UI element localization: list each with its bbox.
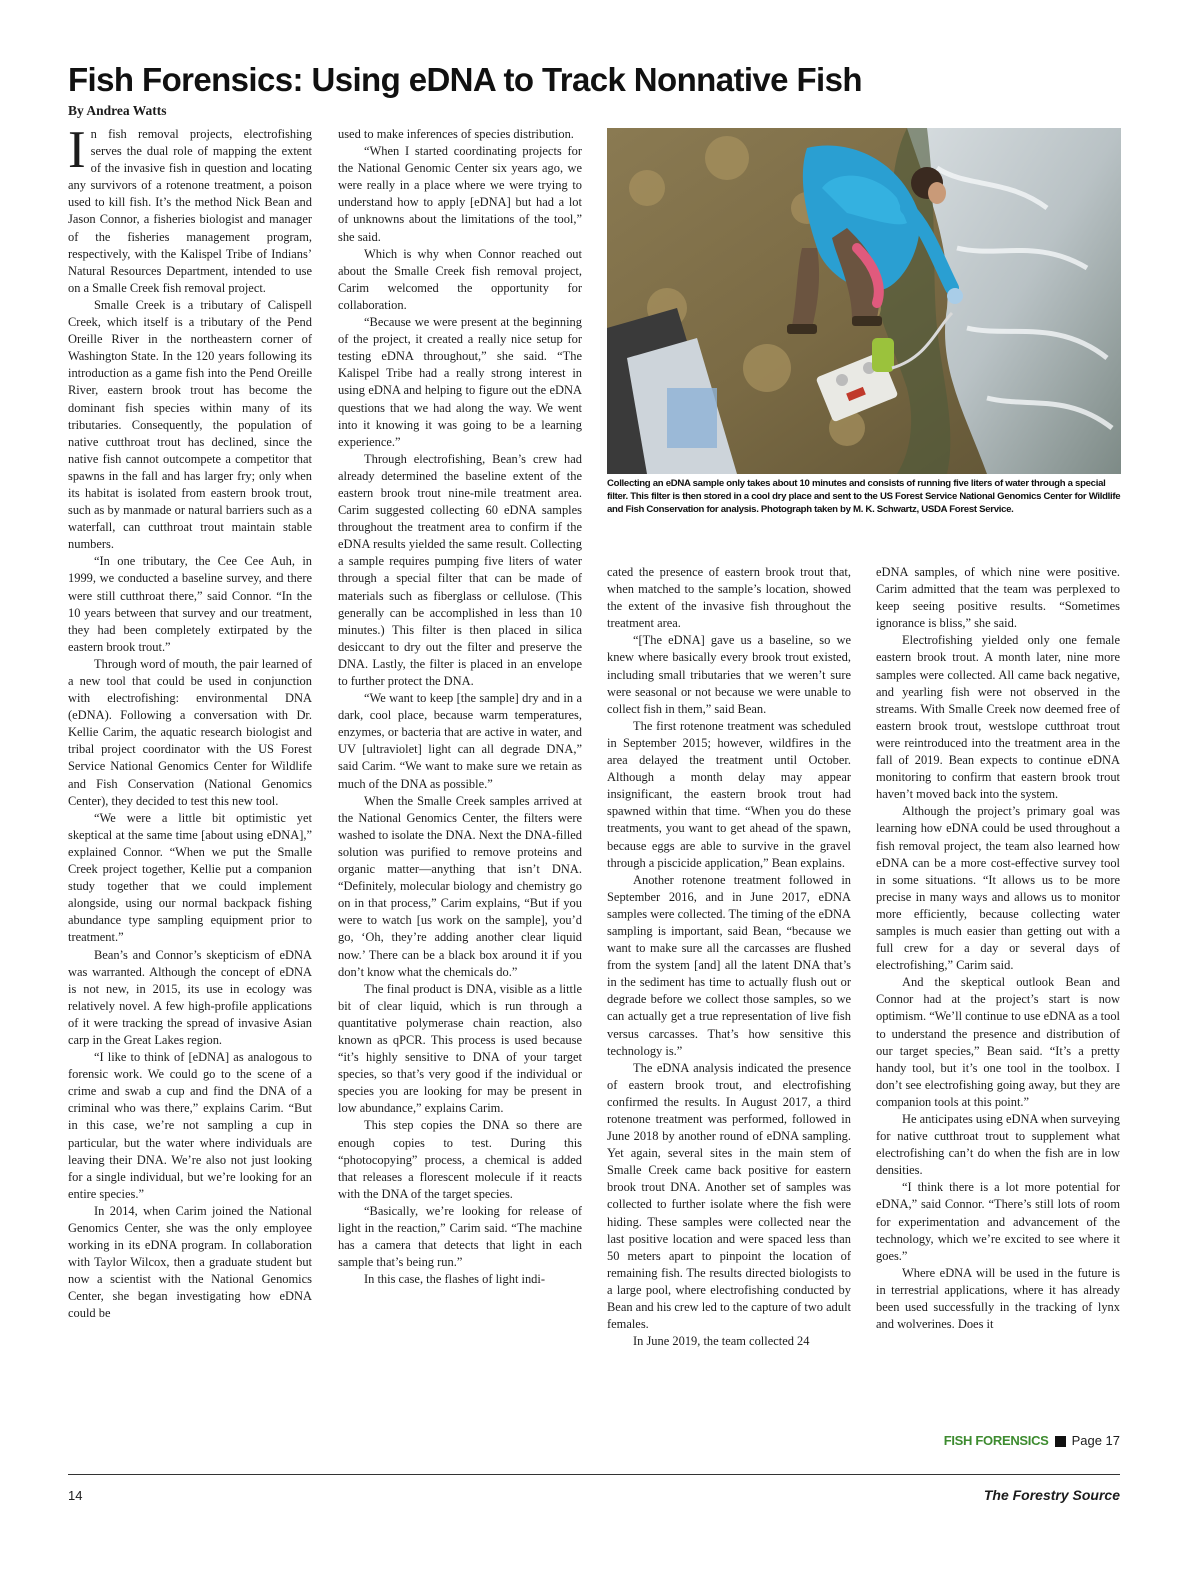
paragraph: In this case, the flashes of light indi- xyxy=(364,1272,545,1287)
paragraph: “I like to think of [eDNA] as analogous to forensic work. We could go to the scene of a crime and swab a cup and find the DNA of a criminal who was there,” explains Carim. “But in this case, we’re not sampling a cup in particular, but the water where individuals are leaving their DNA. We’re also not just looking for a single individual, but we’re looking for an entire species.” xyxy=(68,1050,312,1201)
continued-section-label: FISH FORENSICS xyxy=(943,1433,1049,1448)
paragraph: Electrofishing yielded only one female eastern brook trout. A month later, nine more samples were collected. All came back negative, and yearling fish were not observed in the streams. With Smalle Creek now deemed free of eastern brook trout, westslope cutthroat trout were reintroduced into the treatment area in the fall of 2019. Bean expects to continue eDNA monitoring to confirm that eastern brook trout haven’t moved back into the system. xyxy=(876,633,1120,802)
paragraph: Which is why when Connor reached out about the Smalle Creek fish removal project, Carim welcomed the opportunity for collaboration. xyxy=(338,246,582,312)
first-paragraph xyxy=(68,121,312,297)
paragraph: used to make inferences of species distribution. xyxy=(338,127,574,141)
paragraph: “I think there is a lot more potential for eDNA,” said Connor. “There’s still lots of room for experimentation and advancement of the technology, which we’re excited to see where it goes.” xyxy=(876,1180,1120,1263)
paragraph: eDNA samples, of which nine were positive. Carim admitted that the team was perplexed to keep seeing positive results. “Sometimes ignorance is bliss,” she said. xyxy=(876,565,1120,631)
paragraph: Where eDNA will be used in the future is in terrestrial applications, where it has already been used successfully in the tracking of lynx and wolverines. Does it xyxy=(876,1265,1120,1332)
paragraph: The first rotenone treatment was scheduled in September 2015; however, wildfires in the area delayed the treatment until October. Although a month delay may appear insignificant, the eastern brook trout had spawned within that time. “When you do these treatments, you want to get ahead of the spawn, because eggs are able to survive in the gravel through a piscicide application,” Bean explains. xyxy=(607,718,851,870)
page-number: 14 xyxy=(68,1488,83,1503)
continued-page-label: Page 17 xyxy=(1071,1433,1120,1448)
photo-caption: Collecting an eDNA sample only takes about 10 minutes and consists of running five liters of water through a special filter. This filter is then stored in a cool dry place and sent to the US Forest Service National Genomics Center for Wildlife and Fish Conservation for analysis. Photograph taken by M. K. Schwartz, USDA Forest Service. xyxy=(607,478,1121,515)
footer-rule xyxy=(68,1474,1120,1475)
edna-sampling-photo xyxy=(607,128,1121,474)
paragraph: Smalle Creek is a tributary of Calispell Creek, which itself is a tributary of the Pend Oreille River in the northeastern corner of Washington State. In the 120 years following its introduction as a game fish into the Pend Oreille River, eastern brook trout has become the dominant fish species within many of its tributaries. Consequently, the population of native cutthroat trout has declined, since the native fish cannot outcompete a competitor that spawns in the fall and has larger fry; only when its habitat is isolated from eastern brook trout, such as by manmade or natural barriers such as a waterfall, can cutthroat trout maintain stable numbers. xyxy=(68,297,312,552)
byline: By Andrea Watts xyxy=(68,103,167,118)
paragraph: When the Smalle Creek samples arrived at the National Genomics Center, the filters were washed to isolate the DNA. Next the DNA-filled solution was purified to remove proteins and organic matter—anything that isn’t DNA. “Definitely, molecular biology and chemistry go on in that process,” Carim explains, “But if you were to watch [us work on the sample], you’d go, ‘Oh, they’re adding another clear liquid now.’ There can be a black box around it if you don’t know what the chemicals do.” xyxy=(338,793,582,979)
paragraph: “[The eDNA] gave us a baseline, so we knew where basically every brook trout existed, including small tributaries that we weren’t sure were seasonal or not because we were unable to collect fish in them,” said Bean. xyxy=(607,633,851,716)
paragraph: This step copies the DNA so there are enough copies to test. During this “photocopying” process, a chemical is added that releases a florescent molecule if it reacts with the DNA of the target species. xyxy=(338,1118,582,1201)
paragraph: “Basically, we’re looking for release of light in the reaction,” Carim said. “The machine has a camera that detects that light in each sample that’s being run.” xyxy=(338,1203,582,1270)
article-column-4 xyxy=(876,564,1120,1333)
paragraph: “We were a little bit optimistic yet skeptical at the same time [about using eDNA],” explained Connor. “When we put the Smalle Creek project together, Kellie put a companion study together that we could implement alongside, using our normal backpack fishing abundance type sampling equipment prior to treatment.” xyxy=(68,810,312,945)
paragraph: cated the presence of eastern brook trout that, when matched to the sample’s location, showed the extent of the invasive fish throughout the treatment area. xyxy=(607,565,851,631)
paragraph-text: n fish removal projects, electrofishing serves the dual role of mapping the extent of the invasive fish in question and locating any survivors of a rotenone treatment, a poison used to kill fish. It’s the method Nick Bean and Jason Connor, a fisheries biologist and manager of the fisheries management program, respectively, with the Kalispel Tribe of Indians’ Natural Resources Department, intended to use on a Smalle Creek fish removal project. xyxy=(68,127,312,295)
publication-name: The Forestry Source xyxy=(983,1487,1120,1503)
paragraph: “In one tributary, the Cee Cee Auh, in 1999, we conducted a baseline survey, and there were still cutthroat there,” said Connor. “In the 10 years between that survey and our treatment, they had been completely extirpated by the eastern brook trout.” xyxy=(68,554,312,654)
paragraph: “We want to keep [the sample] dry and in a dark, cool place, because warm temperatures, enzymes, or bacteria that are active in water, and UV [ultraviolet] light can all degrade DNA,” said Carim. “We want to make sure we retain as much of the DNA as possible.” xyxy=(338,691,582,791)
paragraph: Although the project’s primary goal was learning how eDNA could be used throughout a fish removal project, the team also learned how eDNA can be a more cost-effective survey tool in some situations. “It allows us to be more precise in many ways and allows us to monitor more efficiently, because collecting water samples is much easier than getting out with a full crew for a day or several days of electrofishing,” Carim said. xyxy=(876,804,1120,973)
paragraph: The eDNA analysis indicated the presence of eastern brook trout, and electrofishing confirmed the results. In August 2017, a third rotenone treatment was performed, followed in June 2018 by another round of eDNA sampling. Yet again, several sites in the main stem of Smalle Creek came back positive for eastern brook trout DNA. Another set of samples was collected to further isolate where the fish were hiding. These samples were collected near the last positive location and were spaced less than 50 meters apart to pinpoint the location of remaining fish. The results directed biologists to a large pool, where electrofishing conducted by Bean and his crew led to the capture of two adult females. xyxy=(607,1060,851,1332)
paragraph: The final product is DNA, visible as a little bit of clear liquid, which is run through a quantitative polymerase chain reaction, also known as qPCR. This process is used because “it’s highly sensitive to DNA of your target species, so that’s very good if the individual or species you are looking for may be present in low abundance,” explains Carim. xyxy=(338,981,582,1116)
paragraph: Through electrofishing, Bean’s crew had already determined the baseline extent of the eastern brook trout nine-mile treatment area. Carim suggested collecting 60 eDNA samples throughout the treatment area to confirm if the eDNA results yielded the same result. Collecting a sample requires pumping five liters of water through a special filter that can be made of materials such as fiberglass or cellulose. (This generally can be accomplished in less than 10 minutes.) This filter is then placed in silica desiccant to dry out the filter and preserve the DNA. Lastly, the filter is placed in an envelope to further protect the DNA. xyxy=(338,451,582,688)
paragraph: In June 2019, the team collected 24 xyxy=(633,1334,810,1349)
paragraph: “When I started coordinating projects for the National Genomic Center six years ago, we were really in a place where we were trying to understand how to apply [eDNA] but had a lot of unknowns about the limitations of the tool,” she said. xyxy=(338,144,582,244)
square-icon xyxy=(1055,1436,1066,1447)
paragraph: In 2014, when Carim joined the National Genomics Center, she was the only employee working in its eDNA program. In collaboration with Taylor Wilcox, then a graduate student but now a scientist with the National Genomics Center, she began investigating how eDNA could be xyxy=(68,1203,312,1321)
article-column-1 xyxy=(68,121,312,1323)
paragraph: “Because we were present at the beginning of the project, it created a really nice setup for testing eDNA throughout,” she said. “The Kalispel Tribe had a really strong interest in using eDNA and helping to figure out the eDNA questions that we had along the way. We went into it knowing it was going to be a learning experience.” xyxy=(338,315,582,449)
paragraph: Through word of mouth, the pair learned of a new tool that could be used in conjunction with electrofishing: environmental DNA (eDNA). Following a conversation with Dr. Kellie Carim, the aquatic research biologist and tribal project coordinator with the US Forest Service National Genomics Center for Wildlife and Fish Conservation (National Genomics Center), they decided to test this new tool. xyxy=(68,656,312,808)
paragraph: Bean’s and Connor’s skepticism of eDNA was warranted. Although the concept of eDNA is not new, in 2015, its use in ecology was relatively novel. A few high-profile applications of it were tracking the spread of invasive Asian carp in the Great Lakes region. xyxy=(68,947,312,1047)
article-title: Fish Forensics: Using eDNA to Track Nonnative Fish xyxy=(68,61,862,98)
paragraph: He anticipates using eDNA when surveying for native cutthroat trout to supplement what electrofishing can’t do when the fish are in low densities. xyxy=(876,1112,1120,1178)
paragraph: Another rotenone treatment followed in September 2016, and in June 2017, eDNA samples were collected. The timing of the eDNA sampling is important, said Bean, “because we want to make sure all the carcasses are flushed from the system [and] all the latent DNA that’s in the sediment has time to actually flush out or degrade before we collect those samples, so we can actually get a true representation of live fish versus carcasses. That’s how sensitive this technology is.” xyxy=(607,872,851,1058)
article-column-3 xyxy=(607,564,851,1350)
continued-on-link[interactable] xyxy=(944,1433,1120,1449)
paragraph: And the skeptical outlook Bean and Connor had at the project’s start is now optimism. “We’ll continue to use eDNA as a tool to understand the presence and distribution of our target species,” Bean said. “It’s a pretty handy tool, but it’s one tool in the toolbox. I don’t see electrofishing going away, but they are companion tools at this point.” xyxy=(876,975,1120,1109)
article-column-2 xyxy=(338,126,582,1288)
drop-cap: I xyxy=(68,121,86,179)
